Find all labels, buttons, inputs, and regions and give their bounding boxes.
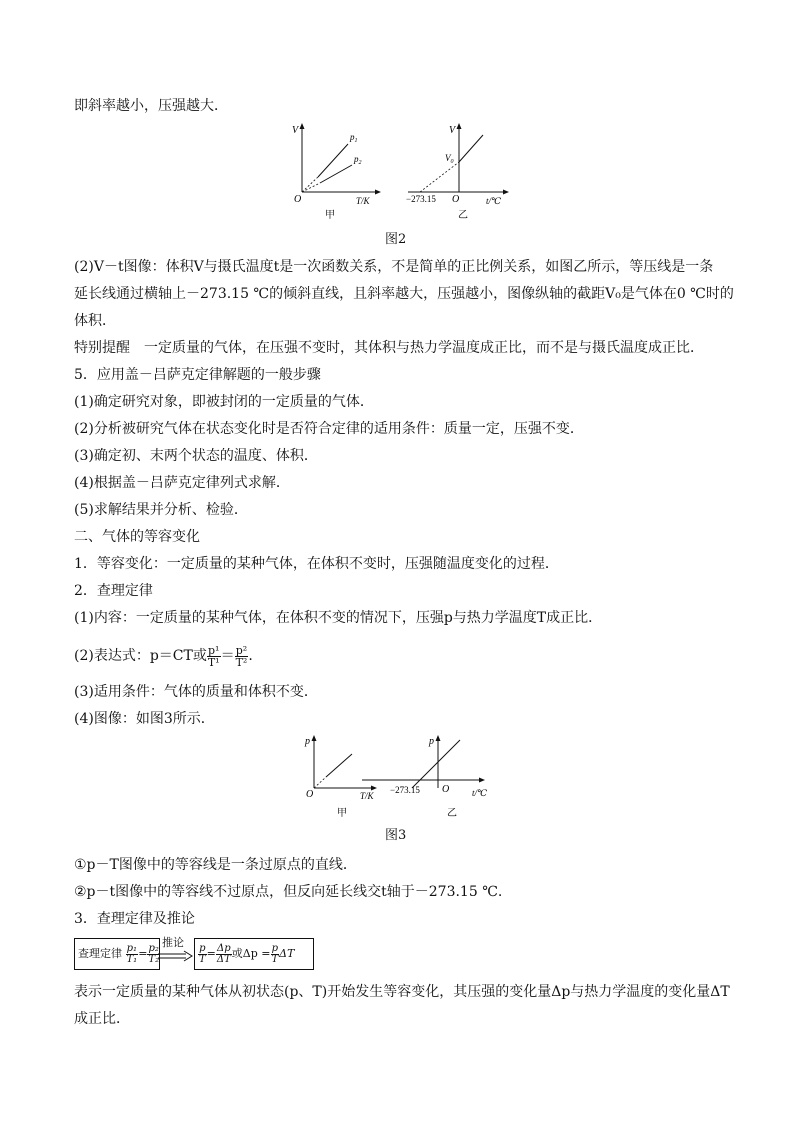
fig2-jia-graph bbox=[292, 123, 381, 221]
fig3-yi-y-label: p bbox=[429, 736, 434, 747]
fig2-yi-y-arrow bbox=[457, 123, 462, 129]
fig2-jia-p1-label: $p_1$ bbox=[350, 132, 358, 144]
fig2-jia-line-p2 bbox=[320, 165, 352, 183]
frac-t2: T² bbox=[235, 655, 248, 669]
corollary-frac-dp-dt bbox=[216, 944, 232, 965]
box-t1: T₁ bbox=[126, 953, 138, 965]
corollary-p-2: p bbox=[271, 942, 279, 954]
text-line-vt-graph: (2)V－t图像：体积V与摄氏温度t是一次函数关系，不是简单的正比例关系，如图乙所示，等压线是一条 bbox=[74, 259, 714, 275]
fig3-yi-x-label: t/℃ bbox=[472, 788, 488, 798]
text-line-graph-ref: (4)图像：如图3所示． bbox=[74, 711, 215, 727]
box-t2: T₂ bbox=[148, 953, 160, 965]
text-line-explanation: 表示一定质量的某种气体从初状态(p、T)开始发生等容变化，其压强的变化量Δp与热力学温度的变化量ΔT bbox=[74, 984, 730, 1000]
fig3-jia-y-arrow bbox=[312, 735, 317, 741]
frac-t1: T¹ bbox=[207, 655, 220, 669]
fig2-jia-origin: O bbox=[294, 194, 302, 205]
text-line-slope: 即斜率越小，压强越大． bbox=[74, 98, 228, 114]
fig3-yi-graph bbox=[362, 735, 488, 819]
fig3-yi-x-arrow bbox=[479, 778, 485, 783]
fig3-yi-neg-label: −273.15 bbox=[390, 785, 420, 795]
corollary-t-2: T bbox=[271, 953, 279, 965]
corollary-p: p bbox=[199, 942, 206, 954]
fraction-p2-t2 bbox=[235, 645, 249, 668]
text-line-special-note: 特别提醒 一定质量的气体，在压强不变时，其体积与热力学温度成正比，而不是与摄氏温度成正比． bbox=[74, 340, 704, 356]
fig2-yi-graph bbox=[406, 123, 509, 221]
fig2-jia-y-label: V bbox=[292, 125, 299, 136]
fig3-jia-x-arrow bbox=[371, 786, 377, 791]
corollary-or-text: 或Δp = bbox=[231, 947, 271, 960]
fig2-yi-caption: 乙 bbox=[458, 210, 468, 221]
fig2-jia-p2-label: $p_2$ bbox=[354, 154, 362, 166]
fig2-yi-v0-label: $V_0$ bbox=[445, 153, 454, 165]
fig2-jia-caption: 甲 bbox=[325, 210, 335, 221]
text-line-content: (1)内容：一定质量的某种气体，在体积不变的情况下，压强p与热力学温度T成正比． bbox=[74, 610, 603, 626]
expression-prefix: (2)表达式：p＝CT或 bbox=[74, 648, 207, 664]
section-heading-isochoric: 二、气体的等容变化 bbox=[74, 529, 200, 545]
text-line-charles-law-heading: 2．查理定律 bbox=[74, 583, 153, 599]
fig2-yi-dash-line bbox=[420, 162, 459, 192]
box-equals: = bbox=[138, 947, 148, 960]
box-frac-p1-t1 bbox=[126, 944, 139, 965]
expression-equals: ＝ bbox=[220, 648, 235, 664]
fig2-yi-y-label: V bbox=[449, 125, 456, 136]
text-line-vt-graph-3: 体积． bbox=[74, 313, 116, 329]
fig2-jia-y-arrow bbox=[300, 123, 305, 129]
fig3-jia-x-label: T/K bbox=[360, 791, 374, 801]
frac-p1: p¹ bbox=[207, 643, 220, 657]
text-line-step-5: (5)求解结果并分析、检验． bbox=[74, 502, 248, 518]
box-p2: p₂ bbox=[148, 942, 159, 954]
corollary-arrow-label: 推论 bbox=[162, 936, 184, 949]
figure-2 bbox=[280, 120, 520, 222]
figure-2-caption: 图2 bbox=[385, 232, 407, 247]
fig2-yi-neg-label: −273.15 bbox=[406, 194, 436, 204]
fig3-jia-line bbox=[326, 754, 352, 777]
text-line-conditions: (3)适用条件：气体的质量和体积不变． bbox=[74, 684, 318, 700]
frac-p2: p² bbox=[235, 643, 248, 657]
fig2-yi-x-arrow bbox=[503, 190, 509, 195]
fig2-jia-x-label: T/K bbox=[356, 196, 370, 206]
corollary-equals: = bbox=[206, 947, 216, 960]
fig2-jia-line-p1 bbox=[318, 144, 348, 177]
text-line-vt-graph-2: 延长线通过横轴上－273.15 ℃的倾斜直线，且斜率越大，压强越小，图像纵轴的截距V₀是气体在0 ℃时的 bbox=[74, 286, 734, 302]
text-line-section-5: 5．应用盖－吕萨克定律解题的一般步骤 bbox=[74, 367, 321, 383]
figure-3 bbox=[290, 730, 500, 822]
text-line-pt-graph: ②p－t图像中的等容线不过原点，但反向延长线交t轴于－273.15 ℃. bbox=[74, 884, 503, 900]
fig3-jia-y-label: p bbox=[305, 736, 310, 747]
fig2-yi-origin: O bbox=[452, 194, 460, 205]
text-line-step-2: (2)分析被研究气体在状态变化时是否符合定律的适用条件：质量一定，压强不变． bbox=[74, 421, 584, 437]
corollary-frac-p-t-2 bbox=[271, 944, 280, 965]
text-line-corollary-heading: 3．查理定律及推论 bbox=[74, 911, 195, 927]
fraction-p1-t1 bbox=[207, 645, 221, 668]
corollary-frac-p-t bbox=[198, 944, 207, 965]
text-line-explanation-2: 成正比． bbox=[74, 1011, 130, 1027]
corollary-dp: Δp bbox=[217, 942, 231, 954]
text-line-pT-graph: ①p－T图像中的等容线是一条过原点的直线． bbox=[74, 857, 357, 873]
fig3-yi-y-arrow bbox=[436, 735, 441, 741]
fig3-yi-line bbox=[412, 740, 460, 788]
fig2-jia-dash-p1 bbox=[302, 177, 318, 192]
fig3-jia-origin: O bbox=[306, 789, 314, 800]
fig3-jia-graph bbox=[304, 735, 377, 819]
fig3-jia-dash-line bbox=[314, 777, 326, 788]
fig2-jia-x-arrow bbox=[375, 190, 381, 195]
box-p1: p₁ bbox=[126, 942, 138, 954]
corollary-t: T bbox=[199, 953, 206, 965]
corollary-tail: ΔT bbox=[279, 947, 295, 960]
expression-end: . bbox=[248, 648, 253, 664]
charles-law-label: 查理定律 bbox=[78, 947, 122, 960]
fig2-jia-dash-p2 bbox=[302, 183, 320, 192]
text-line-isochoric-def: 1．等容变化：一定质量的某种气体，在体积不变时，压强随温度变化的过程． bbox=[74, 556, 559, 572]
fig3-yi-origin: O bbox=[442, 784, 450, 795]
fig2-yi-x-label: t/℃ bbox=[486, 196, 502, 206]
figure-3-caption: 图3 bbox=[385, 828, 407, 843]
corollary-dt: ΔT bbox=[216, 953, 231, 965]
charles-law-box bbox=[74, 938, 160, 970]
corollary-box bbox=[194, 938, 314, 970]
text-line-step-4: (4)根据盖－吕萨克定律列式求解． bbox=[74, 475, 290, 491]
fig2-yi-line bbox=[459, 135, 483, 162]
text-line-expression bbox=[74, 642, 734, 670]
fig3-jia-caption: 甲 bbox=[337, 808, 347, 819]
corollary-arrow-icon bbox=[158, 950, 194, 962]
text-line-step-1: (1)确定研究对象，即被封闭的一定质量的气体． bbox=[74, 394, 374, 410]
fig3-yi-caption: 乙 bbox=[447, 808, 457, 819]
text-line-step-3: (3)确定初、末两个状态的温度、体积． bbox=[74, 448, 318, 464]
